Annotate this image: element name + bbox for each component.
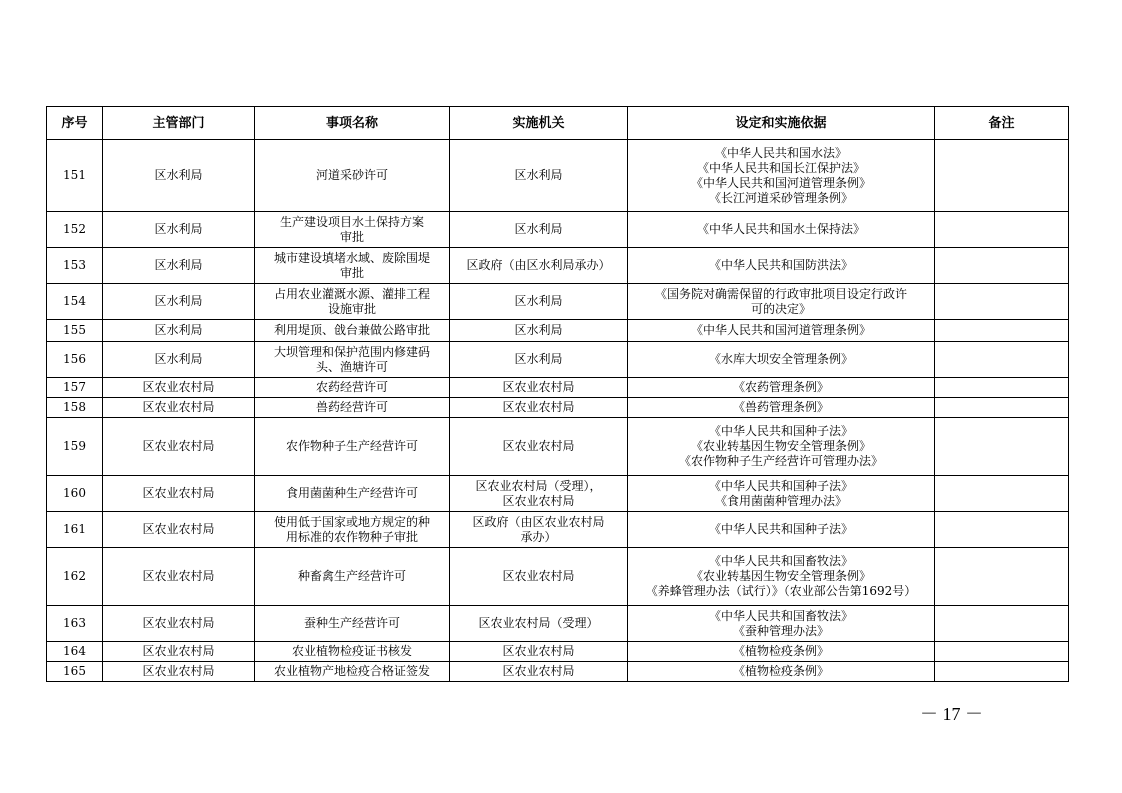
header-agency: 实施机关 <box>450 107 628 140</box>
row-basis <box>628 212 935 248</box>
row-item-name-line: 河道采砂许可 <box>315 168 388 182</box>
row-agency <box>450 212 628 248</box>
row-agency-line: 区农业农村局 <box>502 439 575 453</box>
row-department: 区水利局 <box>103 320 255 342</box>
row-note <box>935 512 1069 548</box>
row-item-name <box>255 642 450 662</box>
table-row <box>47 606 1069 642</box>
row-agency <box>450 140 628 212</box>
row-agency <box>450 476 628 512</box>
row-item-name <box>255 378 450 398</box>
row-department: 区农业农村局 <box>103 606 255 642</box>
row-item-name-line: 兽药经营许可 <box>315 400 388 414</box>
row-basis <box>628 342 935 378</box>
row-index: 161 <box>47 512 103 548</box>
header-index: 序号 <box>47 107 103 140</box>
row-basis-line: 可的决定》 <box>750 301 811 316</box>
row-item-name <box>255 398 450 418</box>
row-index: 165 <box>47 662 103 682</box>
row-item-name <box>255 606 450 642</box>
row-note <box>935 642 1069 662</box>
table-row <box>47 378 1069 398</box>
row-item-name <box>255 548 450 606</box>
row-item-name <box>255 212 450 248</box>
row-basis-line: 《植物检疫条例》 <box>732 664 829 678</box>
table-row <box>47 320 1069 342</box>
row-basis <box>628 642 935 662</box>
row-agency-line: 区农业农村局 <box>502 400 575 414</box>
row-note <box>935 606 1069 642</box>
row-item-name-line: 设施审批 <box>327 301 376 316</box>
row-basis-line: 《中华人民共和国防洪法》 <box>708 258 853 272</box>
row-agency-line: 区农业农村局 <box>502 664 575 678</box>
row-basis <box>628 418 935 476</box>
row-basis-line: 《中华人民共和国种子法》 <box>708 478 853 493</box>
header-department: 主管部门 <box>103 107 255 140</box>
row-agency <box>450 248 628 284</box>
row-department: 区水利局 <box>103 140 255 212</box>
row-agency-line: 区农业农村局 <box>502 380 575 394</box>
approval-items-table <box>46 106 1069 682</box>
row-basis-line: 《食用菌菌种管理办法》 <box>714 493 847 508</box>
row-agency-line: 区农业农村局 <box>502 569 575 583</box>
row-index: 160 <box>47 476 103 512</box>
row-note <box>935 284 1069 320</box>
row-note <box>935 212 1069 248</box>
row-agency <box>450 662 628 682</box>
row-department: 区水利局 <box>103 342 255 378</box>
row-item-name-line: 利用堤顶、戗台兼做公路审批 <box>273 323 430 337</box>
row-basis-line: 《中华人民共和国畜牧法》 <box>708 608 853 623</box>
row-basis-line: 《植物检疫条例》 <box>732 644 829 658</box>
row-agency <box>450 320 628 342</box>
row-item-name-line: 大坝管理和保护范围内修建码 <box>273 344 430 359</box>
row-item-name-line: 食用菌菌种生产经营许可 <box>285 486 418 500</box>
row-note <box>935 476 1069 512</box>
row-department: 区农业农村局 <box>103 398 255 418</box>
row-note <box>935 320 1069 342</box>
row-index: 154 <box>47 284 103 320</box>
table-row <box>47 284 1069 320</box>
row-agency <box>450 342 628 378</box>
row-basis <box>628 320 935 342</box>
row-agency-line: 区农业农村局 <box>502 493 575 508</box>
row-item-name <box>255 418 450 476</box>
row-agency-line: 区水利局 <box>514 352 563 366</box>
row-basis <box>628 140 935 212</box>
row-item-name-line: 审批 <box>339 265 364 280</box>
row-agency <box>450 548 628 606</box>
row-basis <box>628 476 935 512</box>
table-row <box>47 342 1069 378</box>
row-index: 151 <box>47 140 103 212</box>
row-note <box>935 342 1069 378</box>
row-basis-line: 《农药管理条例》 <box>732 380 829 394</box>
row-item-name-line: 生产建设项目水土保持方案 <box>279 214 424 229</box>
row-basis-line: 《中华人民共和国水土保持法》 <box>696 222 865 236</box>
row-basis <box>628 378 935 398</box>
row-item-name-line: 占用农业灌溉水源、灌排工程 <box>273 286 430 301</box>
row-basis <box>628 512 935 548</box>
row-basis-line: 《国务院对确需保留的行政审批项目设定行政许 <box>654 286 907 301</box>
row-department: 区农业农村局 <box>103 476 255 512</box>
row-note <box>935 248 1069 284</box>
row-agency <box>450 606 628 642</box>
row-basis <box>628 398 935 418</box>
row-agency <box>450 512 628 548</box>
table-row <box>47 642 1069 662</box>
row-basis-line: 《中华人民共和国河道管理条例》 <box>690 323 871 337</box>
header-item-name: 事项名称 <box>255 107 450 140</box>
row-item-name <box>255 342 450 378</box>
row-item-name-line: 蚕种生产经营许可 <box>303 616 400 630</box>
row-item-name <box>255 140 450 212</box>
row-agency-line: 区农业农村局（受理） <box>478 616 599 630</box>
row-basis-line: 《中华人民共和国畜牧法》 <box>708 554 853 568</box>
row-agency <box>450 418 628 476</box>
row-basis <box>628 606 935 642</box>
table-row <box>47 476 1069 512</box>
row-agency-line: 区农业农村局（受理）， <box>475 478 602 493</box>
row-index: 162 <box>47 548 103 606</box>
row-basis-line: 《中华人民共和国长江保护法》 <box>696 160 865 175</box>
row-agency-line: 承办） <box>520 529 557 544</box>
table-row <box>47 212 1069 248</box>
table-row <box>47 418 1069 476</box>
row-index: 164 <box>47 642 103 662</box>
header-note: 备注 <box>935 107 1069 140</box>
row-item-name-line: 使用低于国家或地方规定的种 <box>273 514 430 529</box>
row-basis-line: 《农业转基因生物安全管理条例》 <box>690 439 871 453</box>
row-agency-line: 区农业农村局 <box>502 644 575 658</box>
row-department: 区水利局 <box>103 248 255 284</box>
row-index: 163 <box>47 606 103 642</box>
row-note <box>935 662 1069 682</box>
row-index: 155 <box>47 320 103 342</box>
row-department: 区水利局 <box>103 212 255 248</box>
row-basis-line: 《中华人民共和国水法》 <box>714 145 847 160</box>
row-basis-line: 《蚕种管理办法》 <box>732 623 829 638</box>
row-basis-line: 《兽药管理条例》 <box>732 400 829 414</box>
row-basis-line: 《中华人民共和国种子法》 <box>708 424 853 438</box>
table-row <box>47 662 1069 682</box>
row-agency-line: 区水利局 <box>514 294 563 308</box>
row-item-name-line: 农作物种子生产经营许可 <box>285 439 418 453</box>
table-header-row <box>47 107 1069 140</box>
row-item-name-line: 农业植物产地检疫合格证签发 <box>273 664 430 678</box>
row-index: 153 <box>47 248 103 284</box>
row-department: 区农业农村局 <box>103 378 255 398</box>
row-basis <box>628 662 935 682</box>
row-index: 159 <box>47 418 103 476</box>
row-agency <box>450 378 628 398</box>
row-agency-line: 区政府（由区农业农村局 <box>472 514 605 529</box>
row-department: 区农业农村局 <box>103 642 255 662</box>
table-row <box>47 248 1069 284</box>
row-agency-line: 区政府（由区水利局承办） <box>466 258 611 272</box>
row-basis <box>628 248 935 284</box>
row-basis-line: 《中华人民共和国河道管理条例》 <box>690 175 871 190</box>
row-basis-line: 《养蜂管理办法（试行）》（农业部公告第1692号） <box>645 584 917 598</box>
row-item-name-line: 农药经营许可 <box>315 380 388 394</box>
row-department: 区农业农村局 <box>103 512 255 548</box>
row-note <box>935 418 1069 476</box>
row-item-name <box>255 284 450 320</box>
row-agency <box>450 642 628 662</box>
row-item-name <box>255 248 450 284</box>
row-department: 区农业农村局 <box>103 418 255 476</box>
table-row <box>47 548 1069 606</box>
row-note <box>935 140 1069 212</box>
table-row <box>47 140 1069 212</box>
row-index: 157 <box>47 378 103 398</box>
row-basis-line: 《长江河道采砂管理条例》 <box>708 190 853 205</box>
row-item-name-line: 种畜禽生产经营许可 <box>297 569 406 583</box>
row-note <box>935 398 1069 418</box>
row-item-name-line: 城市建设填堵水域、废除围堤 <box>273 250 430 265</box>
page-number: － 17 － <box>920 704 983 724</box>
row-note <box>935 378 1069 398</box>
row-department: 区水利局 <box>103 284 255 320</box>
table-row <box>47 512 1069 548</box>
row-department: 区农业农村局 <box>103 662 255 682</box>
row-item-name <box>255 662 450 682</box>
row-agency-line: 区水利局 <box>514 222 563 236</box>
row-agency <box>450 398 628 418</box>
row-note <box>935 548 1069 606</box>
row-agency-line: 区水利局 <box>514 323 563 337</box>
row-basis-line: 《水库大坝安全管理条例》 <box>708 352 853 366</box>
row-item-name-line: 农业植物检疫证书核发 <box>291 644 412 658</box>
row-item-name <box>255 320 450 342</box>
row-basis <box>628 284 935 320</box>
row-index: 158 <box>47 398 103 418</box>
row-basis-line: 《农作物种子生产经营许可管理办法》 <box>678 454 883 468</box>
row-basis-line: 《农业转基因生物安全管理条例》 <box>690 569 871 583</box>
row-department: 区农业农村局 <box>103 548 255 606</box>
row-item-name-line: 用标准的农作物种子审批 <box>285 529 418 544</box>
row-item-name-line: 头、渔塘许可 <box>315 359 388 374</box>
row-index: 156 <box>47 342 103 378</box>
row-agency-line: 区水利局 <box>514 168 563 182</box>
row-item-name <box>255 512 450 548</box>
table-row <box>47 398 1069 418</box>
row-item-name <box>255 476 450 512</box>
row-item-name-line: 审批 <box>339 229 364 244</box>
row-basis-line: 《中华人民共和国种子法》 <box>708 522 853 536</box>
row-index: 152 <box>47 212 103 248</box>
row-agency <box>450 284 628 320</box>
header-basis: 设定和实施依据 <box>628 107 935 140</box>
row-basis <box>628 548 935 606</box>
